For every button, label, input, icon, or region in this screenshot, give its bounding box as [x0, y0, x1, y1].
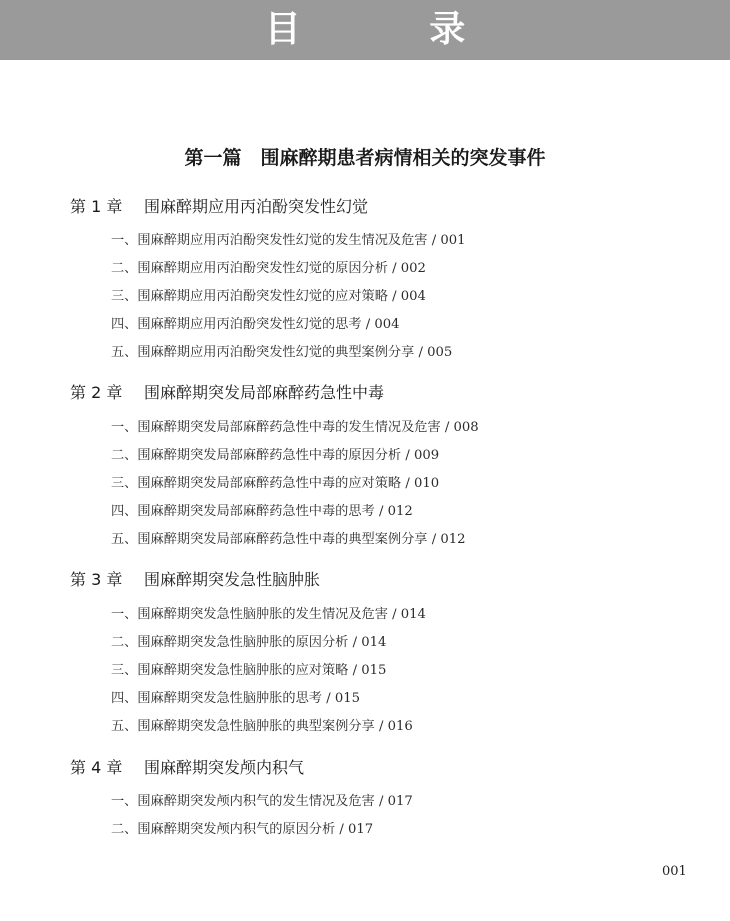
toc-entry[interactable]: 三、围麻醉期突发急性脑肿胀的应对策略 / 015: [111, 663, 387, 678]
chapter-number: 第 2 章: [70, 383, 123, 402]
chapter-heading: [70, 195, 368, 219]
toc-entry[interactable]: 三、围麻醉期应用丙泊酚突发性幻觉的应对策略 / 004: [111, 289, 426, 304]
toc-entry[interactable]: 一、围麻醉期突发急性脑肿胀的发生情况及危害 / 014: [111, 607, 426, 622]
chapter-number: 第 3 章: [70, 570, 123, 589]
toc-entry[interactable]: 二、围麻醉期突发局部麻醉药急性中毒的原因分析 / 009: [111, 448, 440, 463]
page-number: 001: [662, 864, 687, 879]
toc-entry[interactable]: 二、围麻醉期突发颅内积气的原因分析 / 017: [111, 822, 374, 837]
toc-entry[interactable]: 五、围麻醉期应用丙泊酚突发性幻觉的典型案例分享 / 005: [111, 345, 453, 360]
chapter-title: 围麻醉期突发颅内积气: [144, 758, 305, 777]
toc-entry[interactable]: 四、围麻醉期突发局部麻醉药急性中毒的思考 / 012: [111, 504, 413, 519]
chapter-title: 围麻醉期应用丙泊酚突发性幻觉: [144, 197, 369, 216]
toc-entry[interactable]: 一、围麻醉期突发颅内积气的发生情况及危害 / 017: [111, 794, 413, 809]
toc-entry[interactable]: 二、围麻醉期突发急性脑肿胀的原因分析 / 014: [111, 635, 387, 650]
toc-entry[interactable]: 一、围麻醉期突发局部麻醉药急性中毒的发生情况及危害 / 008: [111, 420, 479, 435]
chapter-heading: [70, 381, 384, 405]
toc-entry[interactable]: 三、围麻醉期突发局部麻醉药急性中毒的应对策略 / 010: [111, 476, 440, 491]
chapter-heading: [70, 756, 304, 780]
toc-entry[interactable]: 二、围麻醉期应用丙泊酚突发性幻觉的原因分析 / 002: [111, 261, 426, 276]
chapter-title: 围麻醉期突发急性脑肿胀: [144, 570, 321, 589]
chapter-number: 第 4 章: [70, 758, 123, 777]
chapter-heading: [70, 568, 320, 592]
toc-entry[interactable]: 五、围麻醉期突发局部麻醉药急性中毒的典型案例分享 / 012: [111, 532, 466, 547]
chapter-title: 围麻醉期突发局部麻醉药急性中毒: [144, 383, 385, 402]
toc-entry[interactable]: 四、围麻醉期应用丙泊酚突发性幻觉的思考 / 004: [111, 317, 400, 332]
page-title: 目 录: [264, 9, 524, 50]
chapter-number: 第 1 章: [70, 197, 123, 216]
toc-entry[interactable]: 五、围麻醉期突发急性脑肿胀的典型案例分享 / 016: [111, 719, 413, 734]
toc-entry[interactable]: 一、围麻醉期应用丙泊酚突发性幻觉的发生情况及危害 / 001: [111, 233, 466, 248]
part-title: 第一篇 围麻醉期患者病情相关的突发事件: [184, 147, 546, 169]
toc-entry[interactable]: 四、围麻醉期突发急性脑肿胀的思考 / 015: [111, 691, 360, 706]
